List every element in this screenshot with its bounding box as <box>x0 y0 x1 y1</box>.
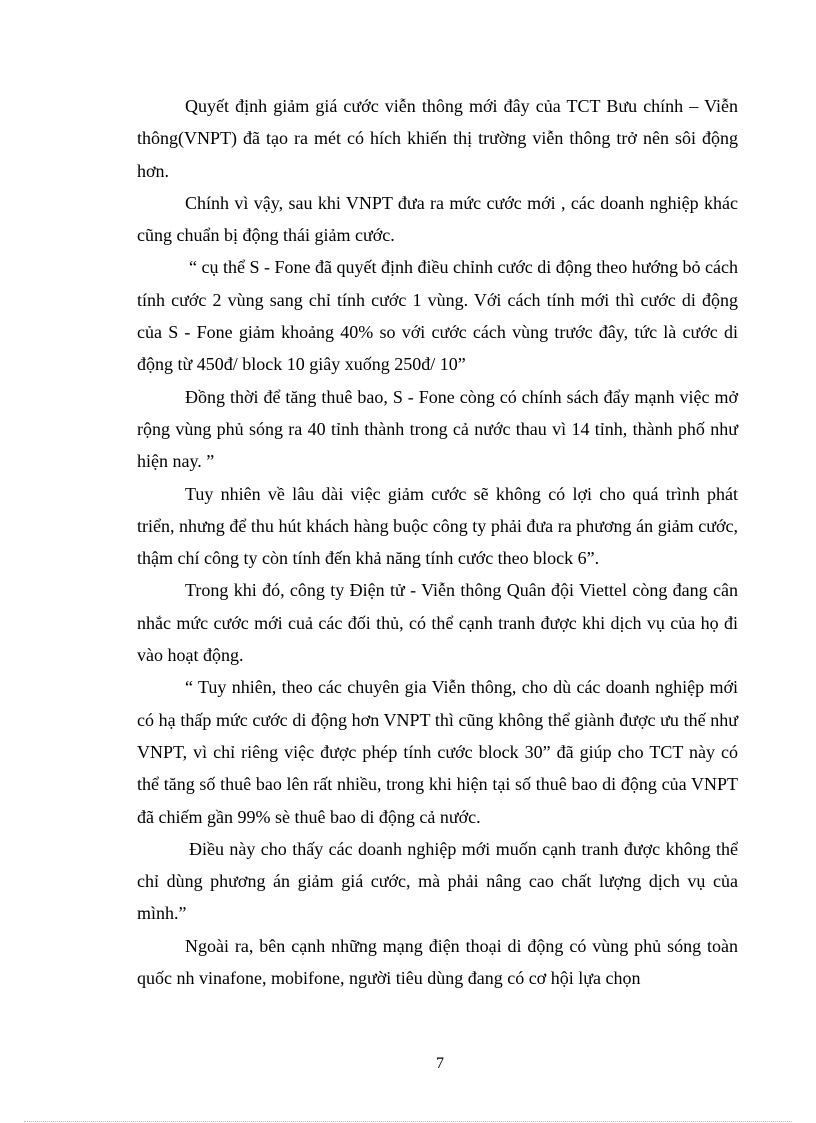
paragraph-8: Điều này cho thấy các doanh nghiệp mới muốn cạnh tranh được không thể chỉ dùng phương án giảm giá cước, mà phải nâng cao chất lượng dịch vụ của mình.” <box>137 838 738 924</box>
paragraph-2: Chính vì vậy, sau khi VNPT đưa ra mức cước mới , các doanh nghiệp khác cũng chuẩn bị động thái giảm cước. <box>137 192 738 246</box>
paragraph-7: “ Tuy nhiên, theo các chuyên gia Viễn thông, cho dù các doanh nghiệp mới có hạ thấp mức cước di động hơn VNPT thì cũng không thể giành được ưu thế như VNPT, vì chỉ riêng việc được phép tính cước block 30” đã giúp cho TCT này có thể tăng số thuê bao lên rất nhiều, trong khi hiện tại số thuê bao di động của VNPT đã chiếm gần 99% sè thuê bao di động cả nước. <box>137 677 738 827</box>
paragraph-3: “ cụ thể S - Fone đã quyết định điều chỉnh cước di động theo hướng bỏ cách tính cước 2 vùng sang chỉ tính cước 1 vùng. Với cách tính mới thì cước di động của S - Fone giảm khoảng 40% so với cước cách vùng trước đây, tức là cước di động từ 450đ/ block 10 giây xuống 250đ/ 10” <box>137 257 738 375</box>
paragraph-1: Quyết định giảm giá cước viễn thông mới đây của TCT Bưu chính – Viễn thông(VNPT) đã tạo ra mét có hích khiến thị trường viễn thông trở nên sôi động hơn. <box>137 96 738 181</box>
page-bottom-divider <box>24 1121 792 1122</box>
paragraph-6: Trong khi đó, công ty Điện tử - Viễn thông Quân đội Viettel còng đang cân nhắc mức cước mới cuả các đối thủ, có thể cạnh tranh được khi dịch vụ của họ đi vào hoạt động. <box>137 580 738 666</box>
paragraph-4: Đồng thời để tăng thuê bao, S - Fone còng có chính sách đẩy mạnh việc mở rộng vùng phủ sóng ra 40 tỉnh thành trong cả nước thau vì 14 tỉnh, thành phố như hiện nay. ” <box>137 386 738 472</box>
paragraph-5: Tuy nhiên về lâu dài việc giảm cước sẽ không có lợi cho quá trình phát triển, nhưng để thu hút khách hàng buộc công ty phải đưa ra phương án giảm cước, thậm chí công ty còn tính đến khả năng tính cước theo block 6”. <box>137 483 738 569</box>
paragraph-9: Ngoài ra, bên cạnh những mạng điện thoại di động có vùng phủ sóng toàn quốc nh vinafone, mobifone, người tiêu dùng đang có cơ hội lựa chọn <box>137 935 738 989</box>
page-number: 7 <box>436 1055 444 1072</box>
document-body <box>137 90 738 994</box>
